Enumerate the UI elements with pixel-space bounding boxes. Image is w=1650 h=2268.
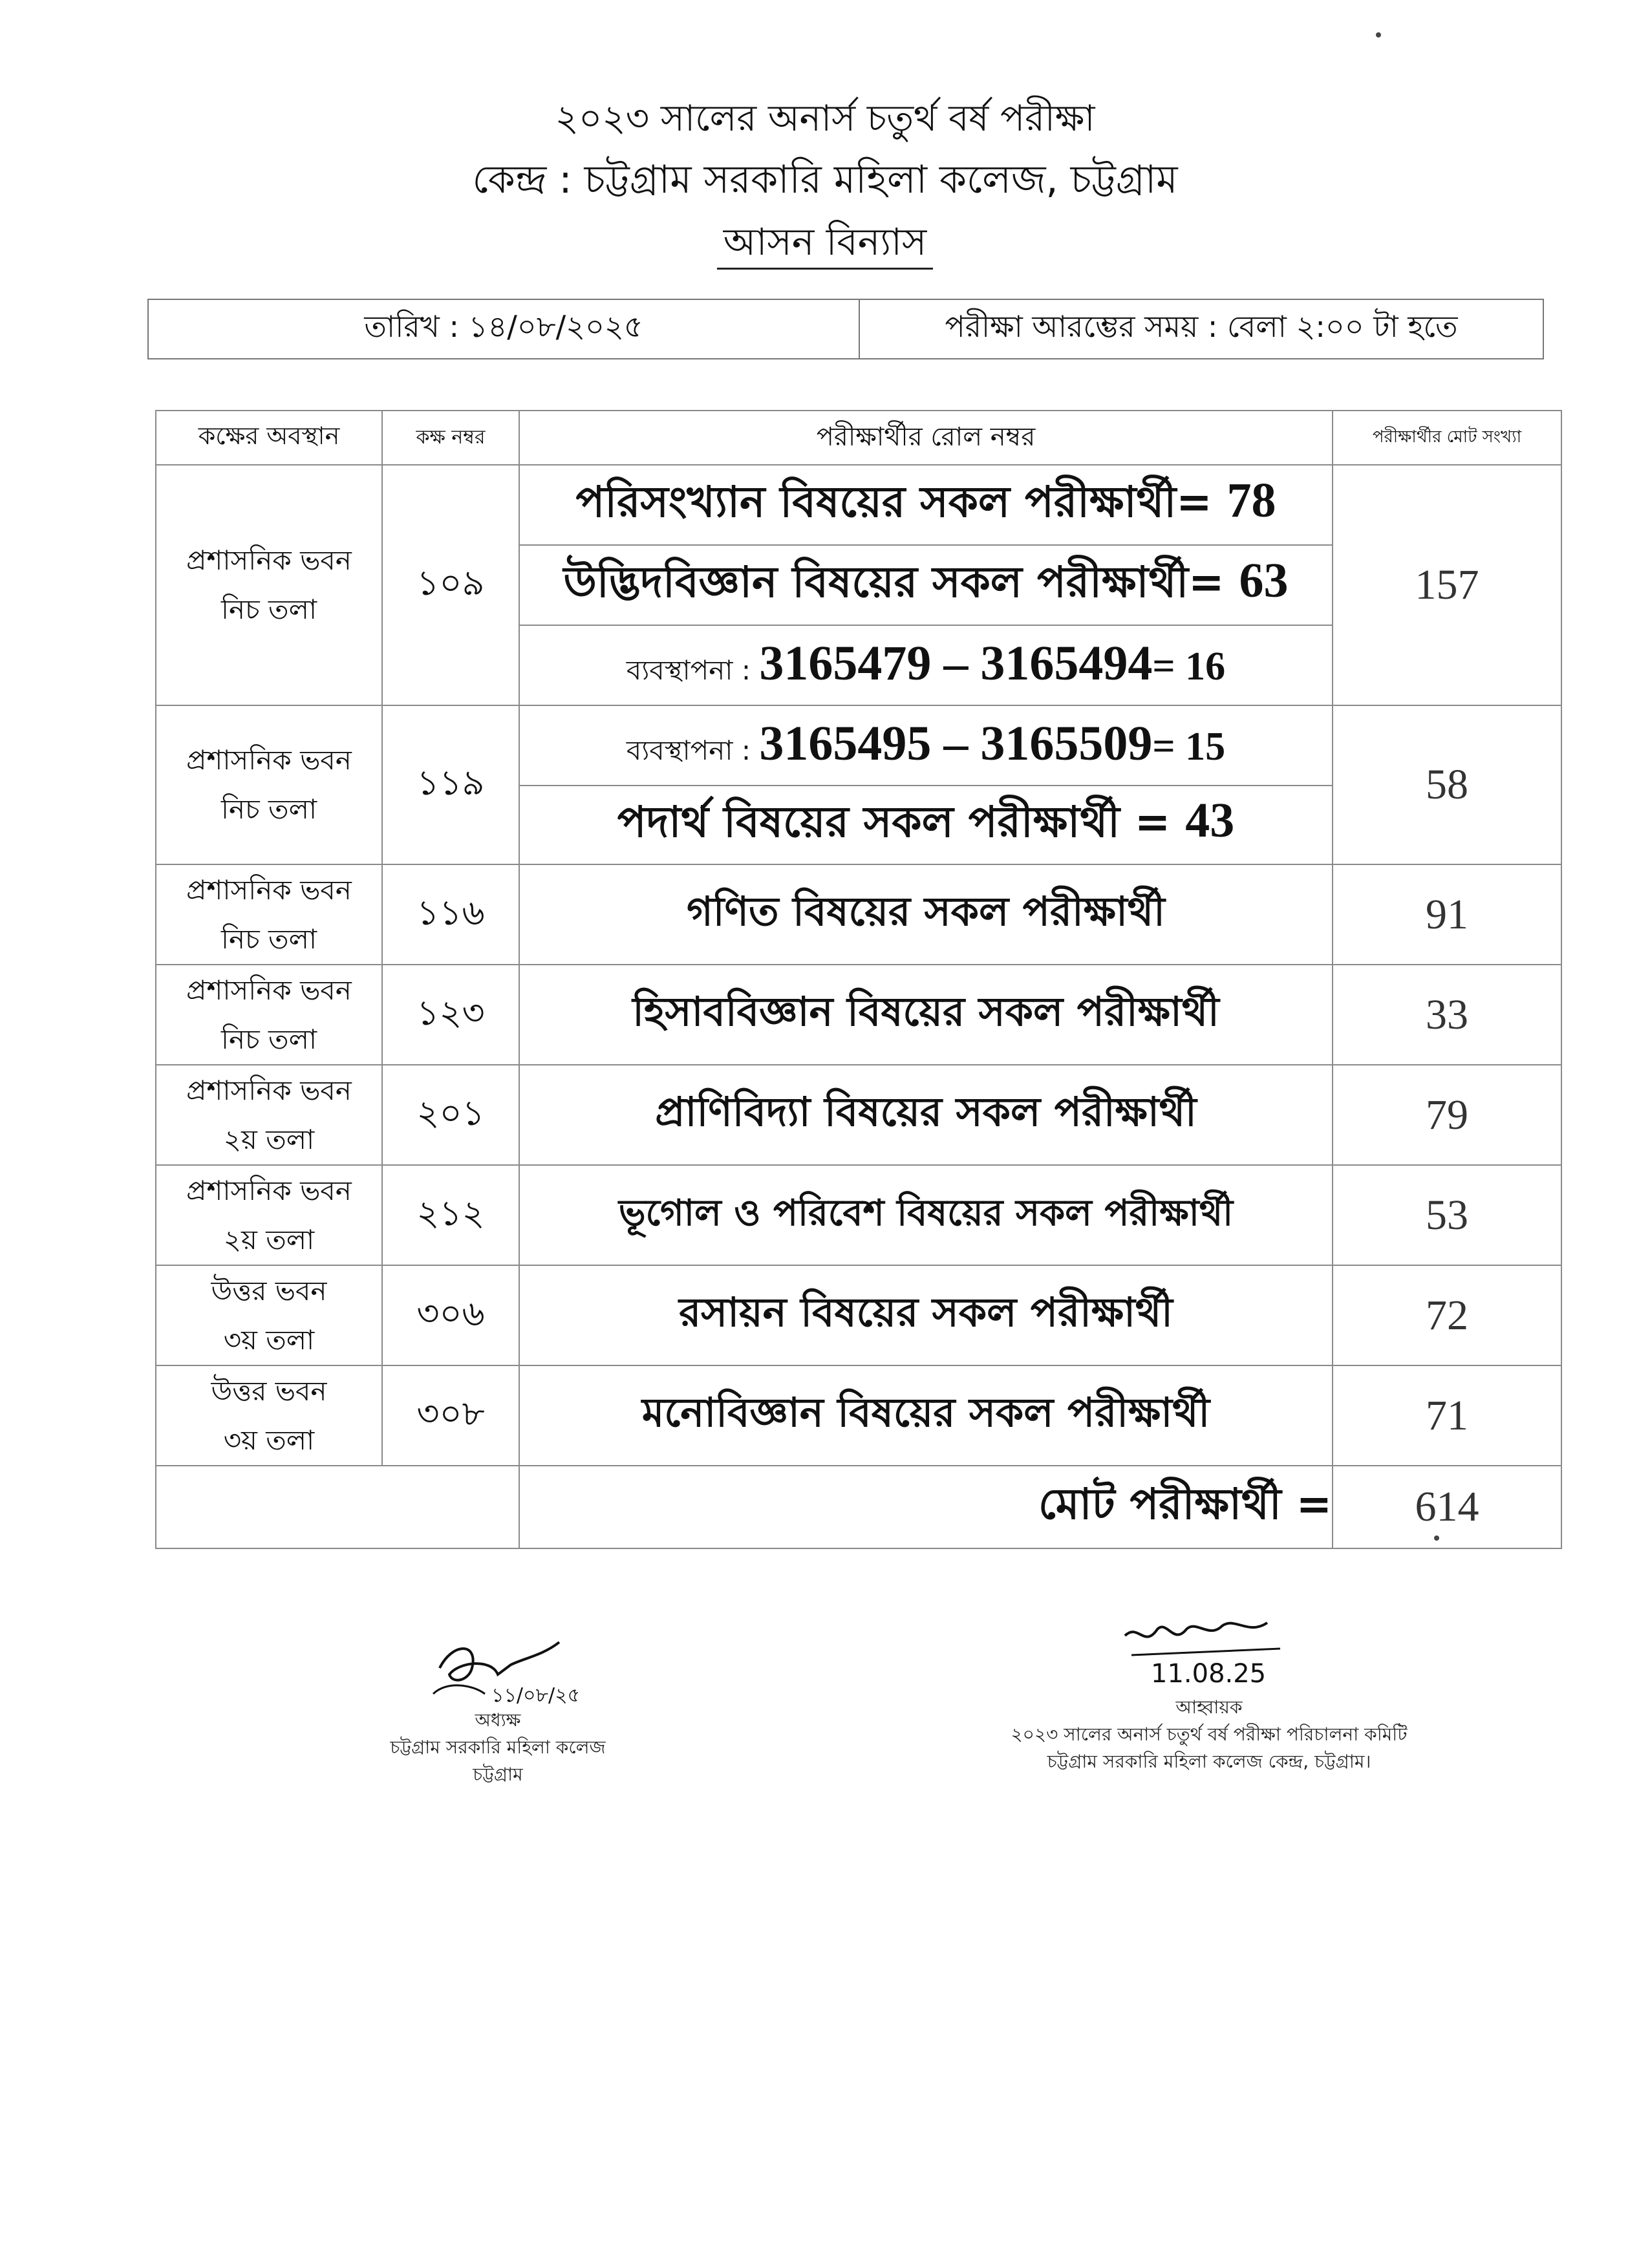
roll-line (519, 786, 1333, 864)
room-location (156, 965, 382, 1065)
page-title-text: আসন বিন্যাস (717, 220, 933, 270)
floor-name: ২য় তলা (223, 1223, 315, 1256)
header-total: পরীক্ষার্থীর মোট সংখ্যা (1333, 411, 1561, 465)
header-roll: পরীক্ষার্থীর রোল নম্বর (519, 411, 1333, 465)
room-total: 53 (1333, 1165, 1561, 1265)
roll-line (519, 705, 1333, 786)
floor-name: নিচ তলা (220, 923, 317, 955)
exam-date: তারিখ : ১৪/০৮/২০২৫ (149, 300, 860, 358)
table-row (156, 1065, 1561, 1165)
subject-text: রসায়ন বিষয়ের সকল পরীক্ষার্থী (519, 1265, 1333, 1365)
table-header-row (156, 411, 1561, 465)
room-total: 79 (1333, 1065, 1561, 1165)
principal-signature (414, 1629, 582, 1707)
grand-total-row (156, 1466, 1561, 1548)
principal-signature-date: ১১/০৮/২৫ (491, 1684, 581, 1707)
subject-label: উদ্ভিদবিজ্ঞান বিষয়ের সকল পরীক্ষার্থী= (563, 557, 1239, 607)
building-name: প্রশাসনিক ভবন (186, 1074, 352, 1106)
subject-label: ব্যবস্থাপনা : (626, 654, 760, 686)
subject-text: গণিত বিষয়ের সকল পরীক্ষার্থী (519, 864, 1333, 965)
room-total: 91 (1333, 864, 1561, 965)
subject-count: = 15 (1152, 725, 1226, 769)
principal-city: চট্টগ্রাম (473, 1764, 523, 1785)
room-total: 33 (1333, 965, 1561, 1065)
date-time-box (147, 299, 1544, 359)
room-number: ৩০৬ (382, 1265, 519, 1365)
subject-label: ব্যবস্থাপনা : (626, 734, 760, 766)
subject-count: 63 (1239, 553, 1289, 608)
room-location (156, 1365, 382, 1466)
building-name: প্রশাসনিক ভবন (186, 974, 352, 1006)
room-number: ১১৬ (382, 864, 519, 965)
room-total: 71 (1333, 1365, 1561, 1466)
center-name: কেন্দ্র : চট্টগ্রাম সরকারি মহিলা কলেজ, চট্টগ্রাম (472, 157, 1178, 202)
room-total: 157 (1333, 465, 1561, 705)
scan-speck (1434, 1535, 1439, 1541)
convener-signature (1112, 1610, 1306, 1694)
page-title (0, 213, 1650, 276)
room-number: ১১৯ (382, 705, 519, 864)
table-row (156, 1265, 1561, 1365)
subject-text: প্রাণিবিদ্যা বিষয়ের সকল পরীক্ষার্থী (519, 1065, 1333, 1165)
room-location (156, 1265, 382, 1365)
subject-count: 43 (1185, 793, 1235, 848)
subject-text: হিসাববিজ্ঞান বিষয়ের সকল পরীক্ষার্থী (519, 965, 1333, 1065)
room-location (156, 1165, 382, 1265)
roll-line (519, 545, 1333, 625)
building-name: প্রশাসনিক ভবন (186, 1174, 352, 1206)
table-row (156, 1165, 1561, 1265)
convener-signature-date: 11.08.25 (1151, 1659, 1267, 1689)
convener-title: আহ্বায়ক (1175, 1696, 1243, 1718)
exam-start-time: পরীক্ষা আরম্ভের সময় : বেলা ২:০০ টা হতে (945, 309, 1458, 344)
table-row (156, 864, 1561, 965)
room-number: ৩০৮ (382, 1365, 519, 1466)
principal-org: চট্টগ্রাম সরকারি মহিলা কলেজ (390, 1737, 606, 1758)
roll-line (519, 625, 1333, 705)
floor-name: নিচ তলা (220, 594, 317, 625)
floor-name: ৩য় তলা (223, 1323, 315, 1356)
room-location (156, 1065, 382, 1165)
principal-title: অধ্যক্ষ (475, 1709, 521, 1731)
subject-text: মনোবিজ্ঞান বিষয়ের সকল পরীক্ষার্থী (519, 1365, 1333, 1466)
room-location (156, 465, 382, 705)
floor-name: ৩য় তলা (223, 1424, 315, 1456)
floor-name: নিচ তলা (220, 793, 317, 825)
room-number: ১০৯ (382, 465, 519, 705)
room-number: ২০১ (382, 1065, 519, 1165)
subject-count: 78 (1227, 473, 1276, 528)
principal-signature-block (336, 1629, 659, 1788)
convener-committee: ২০২৩ সালের অনার্স চতুর্থ বর্ষ পরীক্ষা পরিচালনা কমিটি (1011, 1724, 1408, 1745)
room-number: ১২৩ (382, 965, 519, 1065)
floor-name: ২য় তলা (223, 1123, 315, 1155)
room-total: 58 (1333, 705, 1561, 864)
roll-range: 3165479 – 3165494 (759, 636, 1153, 690)
table-row (156, 1365, 1561, 1466)
grand-total-label: মোট পরীক্ষার্থী = (519, 1466, 1333, 1548)
header-room: কক্ষ নম্বর (382, 411, 519, 465)
scan-speck (1376, 32, 1381, 37)
subject-count: = 16 (1152, 645, 1226, 689)
convener-signature-block (905, 1610, 1513, 1775)
building-name: প্রশাসনিক ভবন (186, 744, 352, 776)
subject-text: ভূগোল ও পরিবেশ বিষয়ের সকল পরীক্ষার্থী (519, 1165, 1333, 1265)
subject-label: পদার্থ বিষয়ের সকল পরীক্ষার্থী = (617, 797, 1186, 847)
roll-line (519, 465, 1333, 545)
header-location: কক্ষের অবস্থান (156, 411, 382, 465)
table-row (156, 705, 1561, 786)
exam-title: ২০২৩ সালের অনার্স চতুর্থ বর্ষ পরীক্ষা (555, 98, 1095, 140)
roll-range: 3165495 – 3165509 (759, 716, 1153, 771)
room-location (156, 705, 382, 864)
room-location (156, 864, 382, 965)
grand-total-spacer (156, 1466, 519, 1548)
table-row (156, 465, 1561, 545)
table-row (156, 965, 1561, 1065)
room-total: 72 (1333, 1265, 1561, 1365)
building-name: উত্তর ভবন (211, 1274, 327, 1307)
subject-label: পরিসংখ্যান বিষয়ের সকল পরীক্ষার্থী= (575, 477, 1227, 527)
seat-plan-table (155, 410, 1562, 1549)
building-name: প্রশাসনিক ভবন (186, 544, 352, 576)
grand-total-value: 614 (1333, 1466, 1561, 1548)
floor-name: নিচ তলা (220, 1023, 317, 1055)
building-name: উত্তর ভবন (211, 1375, 327, 1407)
room-number: ২১২ (382, 1165, 519, 1265)
building-name: প্রশাসনিক ভবন (186, 873, 352, 906)
convener-center: চট্টগ্রাম সরকারি মহিলা কলেজ কেন্দ্র, চট্টগ্রাম। (1047, 1751, 1371, 1772)
